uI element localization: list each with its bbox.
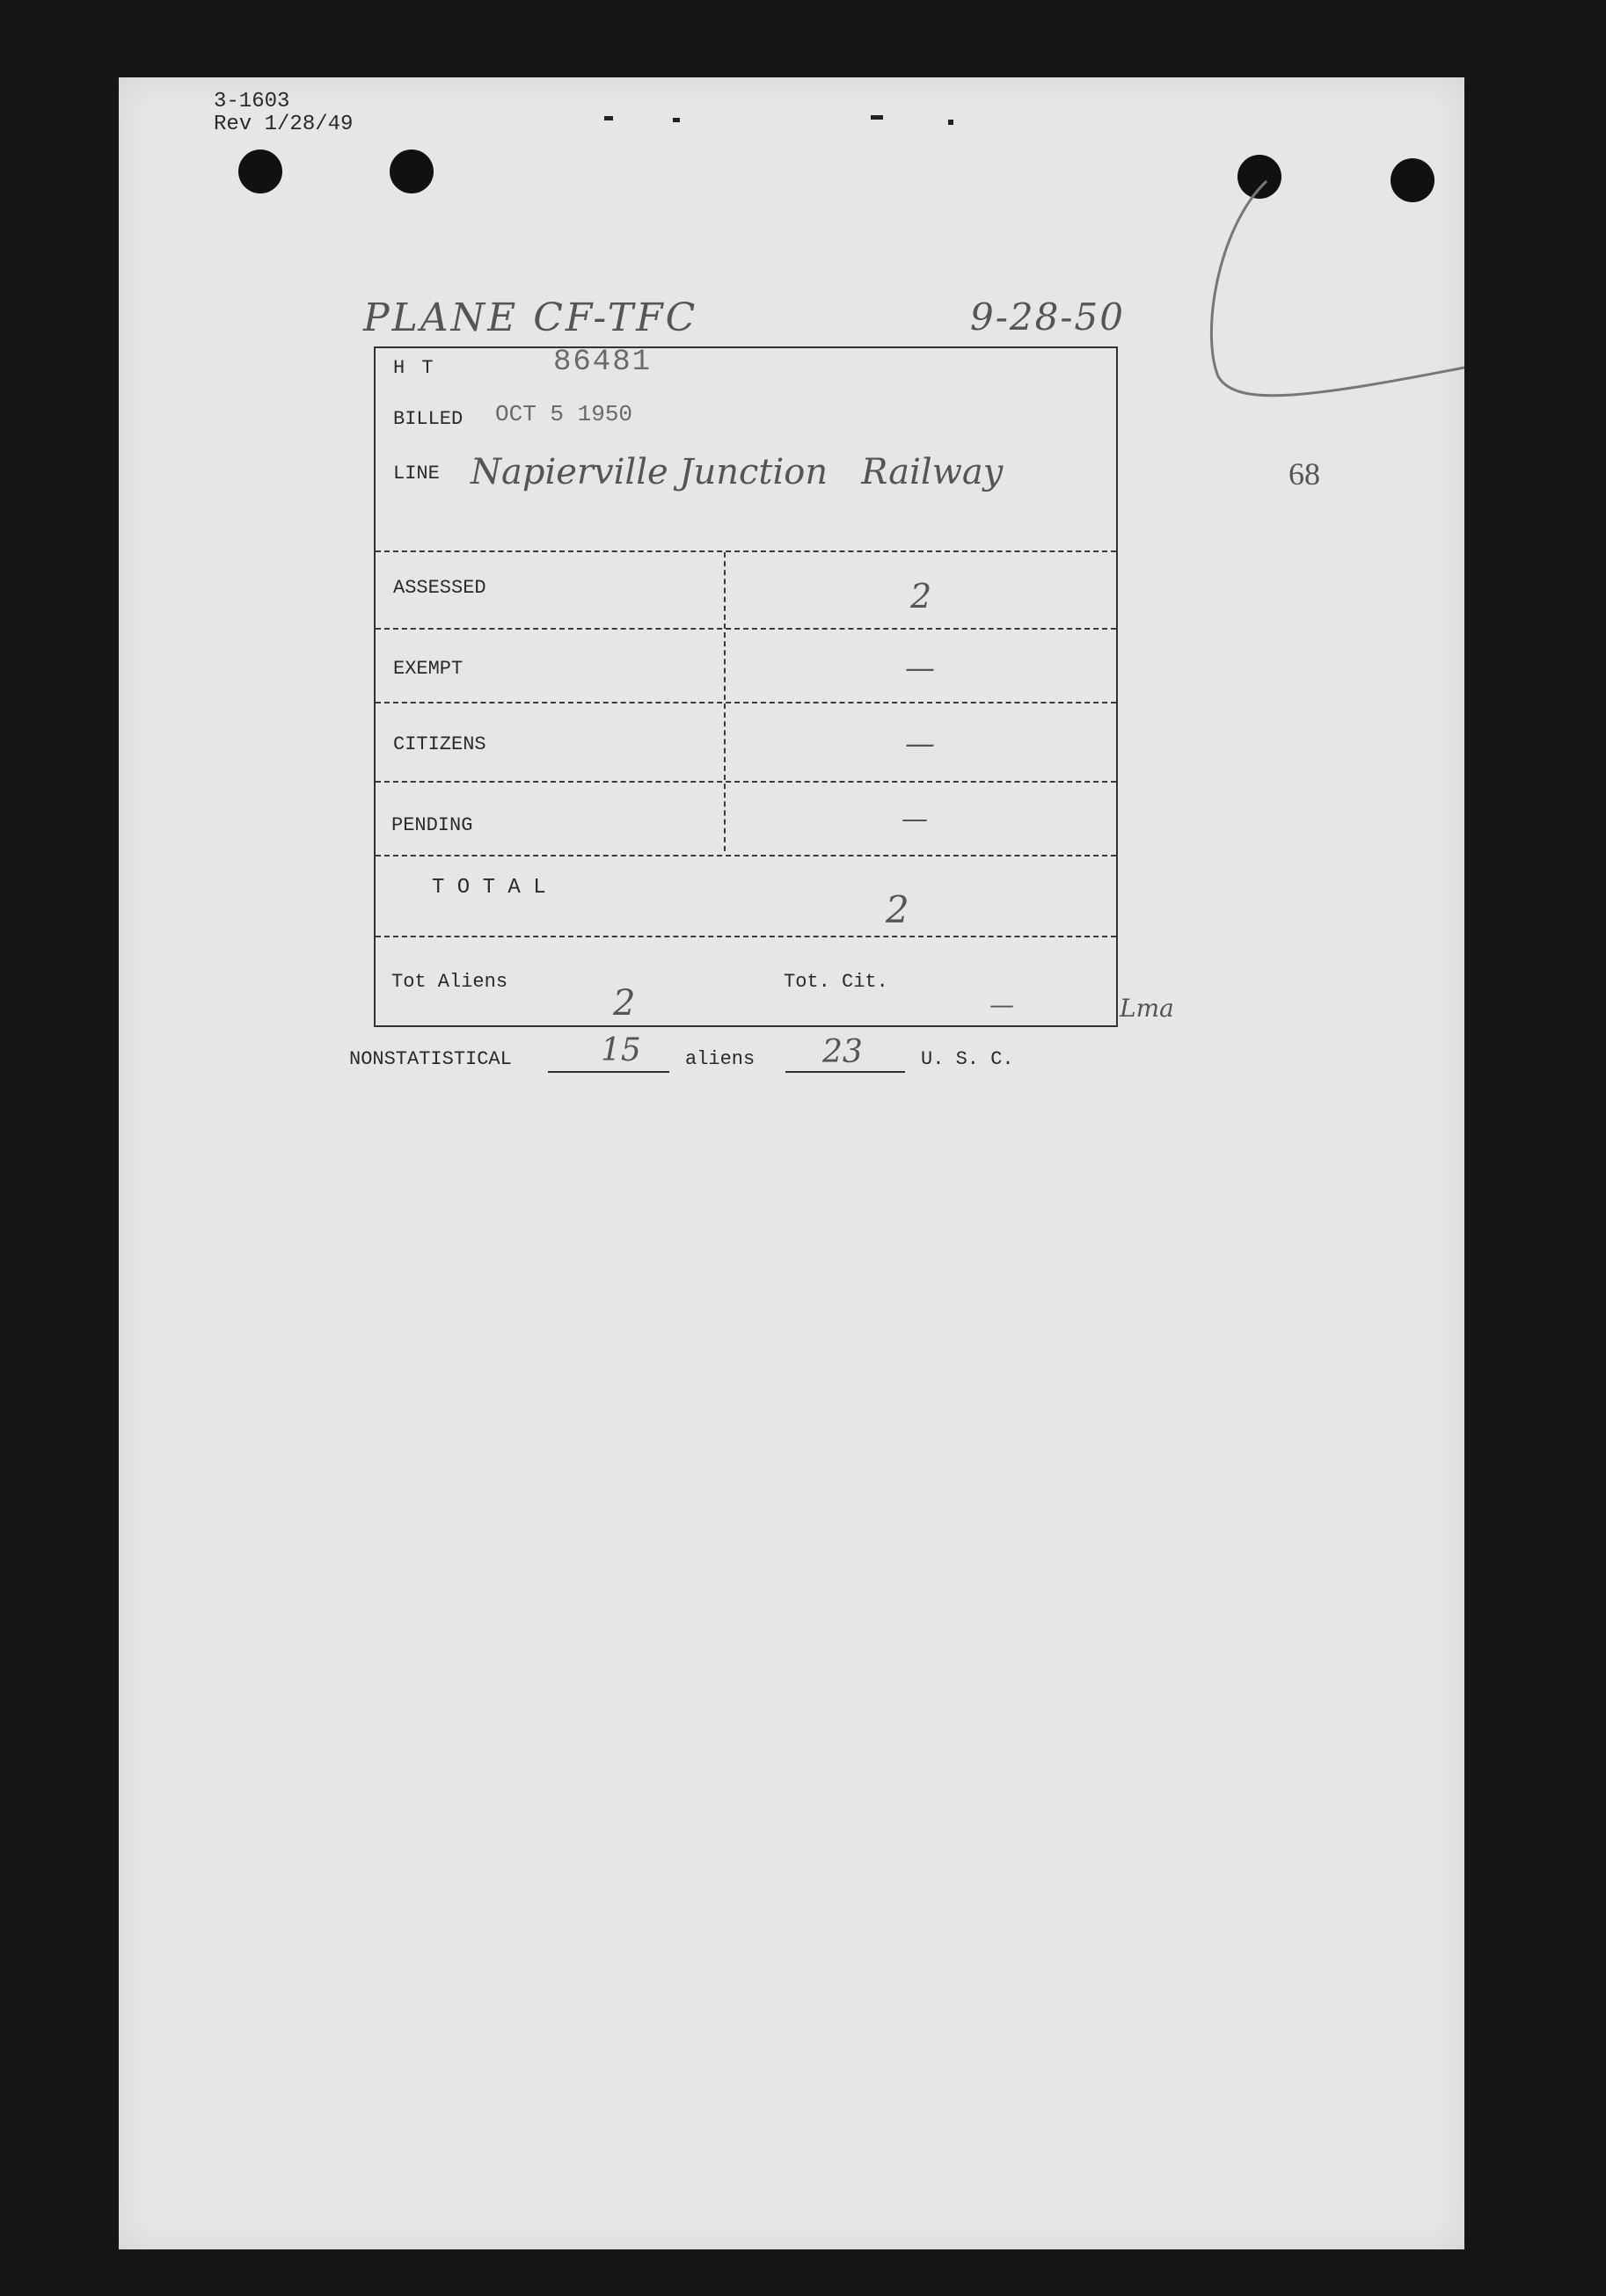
plane-designation: PLANE CF-TFC	[363, 295, 698, 340]
nonstatistical-usc-value: 23	[822, 1034, 863, 1070]
row-divider	[376, 628, 1116, 630]
nonstatistical-label: NONSTATISTICAL	[349, 1048, 512, 1070]
tot-cit-value: —	[989, 990, 1014, 1019]
nonstatistical-aliens-underline	[548, 1071, 669, 1073]
citizens-value: —	[905, 726, 935, 762]
clerk-initials: Lma	[1120, 994, 1174, 1023]
punch-hole	[238, 149, 282, 193]
form-revision: Rev 1/28/49	[214, 113, 354, 136]
assessed-label: ASSESSED	[393, 577, 486, 599]
tot-aliens-value: 2	[613, 983, 636, 1024]
tot-aliens-label: Tot Aliens	[391, 971, 508, 993]
nonstatistical-aliens-label: aliens	[685, 1048, 756, 1070]
record-table	[374, 346, 1118, 1027]
document-page	[119, 77, 1464, 2249]
nonstatistical-usc-label: U. S. C.	[921, 1048, 1014, 1070]
speck-mark	[948, 120, 953, 125]
row-divider	[376, 855, 1116, 856]
page-number: 68	[1288, 456, 1320, 492]
exempt-label: EXEMPT	[393, 658, 464, 680]
exempt-value: —	[905, 651, 935, 686]
nonstatistical-usc-underline	[785, 1071, 905, 1073]
assessed-value: 2	[910, 577, 932, 616]
speck-mark	[673, 118, 680, 122]
total-label: T O T A L	[432, 876, 546, 900]
ht-label: H T	[393, 357, 436, 379]
form-number: 3-1603	[214, 90, 290, 113]
billed-label: BILLED	[393, 408, 464, 430]
pencil-curve-mark	[1183, 174, 1464, 473]
row-divider	[376, 781, 1116, 783]
tot-cit-label: Tot. Cit.	[784, 971, 888, 993]
citizens-label: CITIZENS	[393, 733, 486, 755]
table-divider	[376, 550, 1116, 552]
row-divider	[376, 702, 1116, 703]
speck-mark	[604, 116, 613, 120]
billed-date: OCT 5 1950	[495, 401, 633, 427]
row-divider	[376, 936, 1116, 937]
total-value: 2	[886, 888, 909, 931]
line-label: LINE	[393, 463, 440, 485]
pending-value: —	[902, 804, 928, 835]
pending-label: PENDING	[391, 814, 473, 836]
ht-number: 86481	[553, 346, 653, 379]
punch-hole	[390, 149, 434, 193]
speck-mark	[871, 115, 883, 120]
handwritten-date: 9-28-50	[970, 295, 1125, 339]
nonstatistical-aliens-value: 15	[601, 1032, 641, 1068]
line-railway-name: Napierville Junction Railway	[471, 452, 1004, 492]
